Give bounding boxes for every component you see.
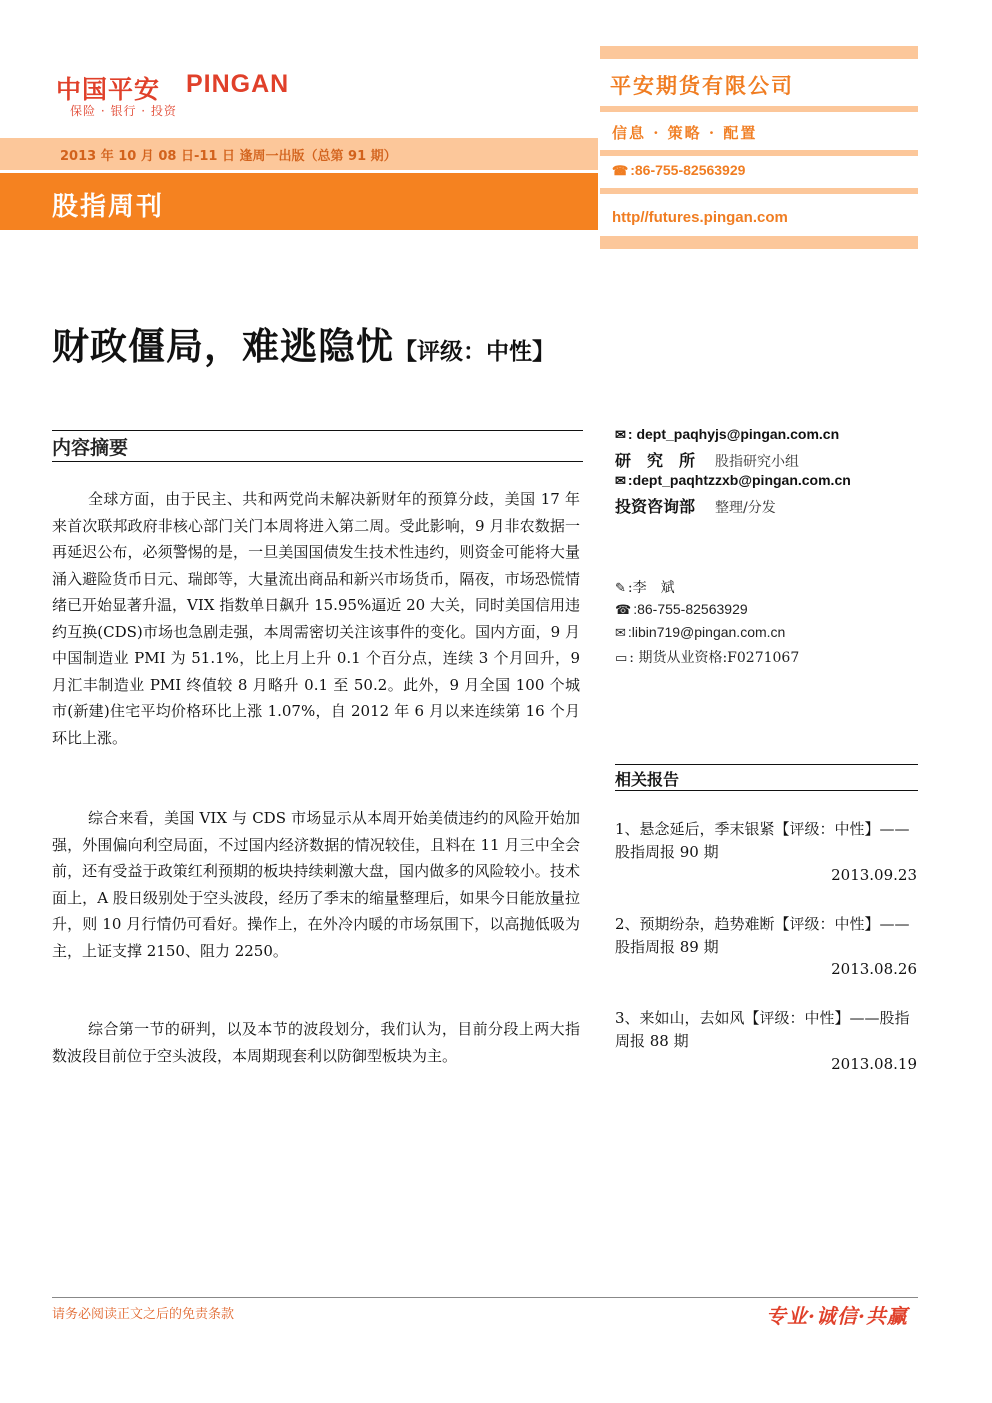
analyst-phone: :86-755-82563929 <box>633 601 748 617</box>
company-phone-number: :86-755-82563929 <box>630 162 746 178</box>
analyst-phone-row <box>615 601 748 618</box>
analyst-name: :李 斌 <box>627 580 675 596</box>
footer-slogan: 专业·诚信·共赢 <box>766 1304 908 1328</box>
summary-paragraph: 全球方面，由于民主、共和两党尚未解决新财年的预算分歧，美国 17 年来首次联邦政府非核心部门关门本周将进入第二周。受此影响，9 月非农数据一再延迟公布，必须警惕的是，一旦美国国债发生技术性违约，则资金可能将大量涌入避险货币日元、瑞郎等，大量流出商品和新兴市场货币，隔夜，市场恐慌情绪已开始显著升温，VIX 指数单日飙升 15.95%逼近 20 大关，同时美国信用违约互换(CDS)市场也急剧走强，本周需密切关注该事件的变化。国内方面，9 月中国制造业 PMI 为 51.1%，比上月上升 0.1 个百分点，连续 3 个月回升，9 月汇丰制造业 PMI 终值较 8 月略升 0.1 至 50.2。此外，9 月全国 100 个城市(新建)住宅平均价格环比上涨 1.07%，自 2012 年 6 月以来连续第 16 个月环比上涨。 <box>52 490 580 747</box>
phone-icon: ☎ <box>615 602 632 617</box>
phone-icon: ☎ <box>612 163 629 178</box>
summary-section-title: 内容摘要 <box>52 437 129 459</box>
related-rule <box>615 790 918 791</box>
related-report-date: 2013.09.23 <box>831 866 917 884</box>
footer-disclaimer[interactable]: 请务必阅读正文之后的免责条款 <box>52 1307 235 1322</box>
research-dept-row <box>615 448 799 471</box>
publication-title: 股指周刊 <box>52 192 165 222</box>
consulting-dept-row <box>615 494 776 517</box>
analyst-license-row <box>615 647 799 667</box>
related-report-date: 2013.08.26 <box>831 960 917 978</box>
headline-rating: 【评级：中性】 <box>394 339 555 365</box>
consulting-dept-value: 整理/分发 <box>715 500 776 516</box>
consulting-email[interactable] <box>615 472 851 489</box>
report-headline <box>52 316 555 370</box>
panel-bottom-bar <box>600 236 918 249</box>
company-phone <box>612 162 745 179</box>
related-rule-top <box>615 764 918 765</box>
analyst-email-row[interactable] <box>615 624 785 641</box>
research-email-text: : dept_paqhyjs@pingan.com.cn <box>627 426 840 442</box>
section-rule <box>52 461 583 462</box>
research-dept-label: 研 究 所 <box>615 451 696 470</box>
logo-english: PINGAN <box>186 70 290 98</box>
footer-rule <box>52 1297 918 1298</box>
envelope-icon: ✉ <box>615 625 626 640</box>
panel-divider <box>600 106 918 112</box>
envelope-icon: ✉ <box>615 427 626 442</box>
consulting-email-text: :dept_paqhtzzxb@pingan.com.cn <box>627 472 851 488</box>
issue-date-line: 2013 年 10 月 08 日-11 日 逢周一出版（总第 91 期） <box>60 149 397 164</box>
related-report-item[interactable]: 1、悬念延后，季末银紧【评级：中性】——股指周报 90 期 <box>615 820 910 861</box>
logo-chinese: 中国平安 <box>56 75 161 104</box>
book-icon: ▭ <box>615 651 628 666</box>
logo-tagline: 保险 · 银行 · 投资 <box>70 104 177 118</box>
headline-title: 财政僵局，难逃隐忧 <box>52 325 394 368</box>
research-email[interactable] <box>615 426 839 443</box>
consulting-dept-label: 投资咨询部 <box>615 497 696 516</box>
summary-paragraph: 综合第一节的研判，以及本节的波段划分，我们认为，目前分段上两大指数波段目前位于空头波段，本周期现套利以防御型板块为主。 <box>52 1020 580 1065</box>
related-reports-title: 相关报告 <box>615 770 680 789</box>
analyst-name-row <box>615 577 675 597</box>
section-rule-top <box>52 430 583 431</box>
company-slogan: 信息 · 策略 · 配置 <box>612 124 758 142</box>
company-url[interactable]: http//futures.pingan.com <box>612 209 788 226</box>
related-report-date: 2013.08.19 <box>831 1055 917 1073</box>
analyst-email: :libin719@pingan.com.cn <box>627 624 786 640</box>
research-dept-value: 股指研究小组 <box>715 454 799 470</box>
company-name: 平安期货有限公司 <box>610 73 794 98</box>
panel-divider <box>600 188 918 194</box>
related-report-item[interactable]: 2、预期纷杂，趋势难断【评级：中性】——股指周报 89 期 <box>615 915 910 956</box>
panel-divider <box>600 150 918 156</box>
panel-top-bar <box>600 46 918 59</box>
analyst-license: : 期货从业资格:F0271067 <box>629 650 800 666</box>
envelope-icon: ✉ <box>615 473 626 488</box>
pen-icon: ✎ <box>615 581 626 596</box>
summary-paragraph: 综合来看，美国 VIX 与 CDS 市场显示从本周开始美债违约的风险开始加强，外围偏向利空局面，不过国内经济数据的情况较佳，且料在 11 月三中全会前，还有受益于政策红利预期的板块持续刺激大盘，国内做多的风险较小。技术面上，A 股日级别处于空头波段，经历了季末的缩量整理后，如果今日能放量拉升，则 10 月行情仍可看好。操作上，在外冷内暖的市场氛围下，以高抛低吸为主，上证支撑 2150、阻力 2250。 <box>52 809 580 960</box>
related-report-item[interactable]: 3、来如山，去如风【评级：中性】——股指周报 88 期 <box>615 1009 910 1050</box>
